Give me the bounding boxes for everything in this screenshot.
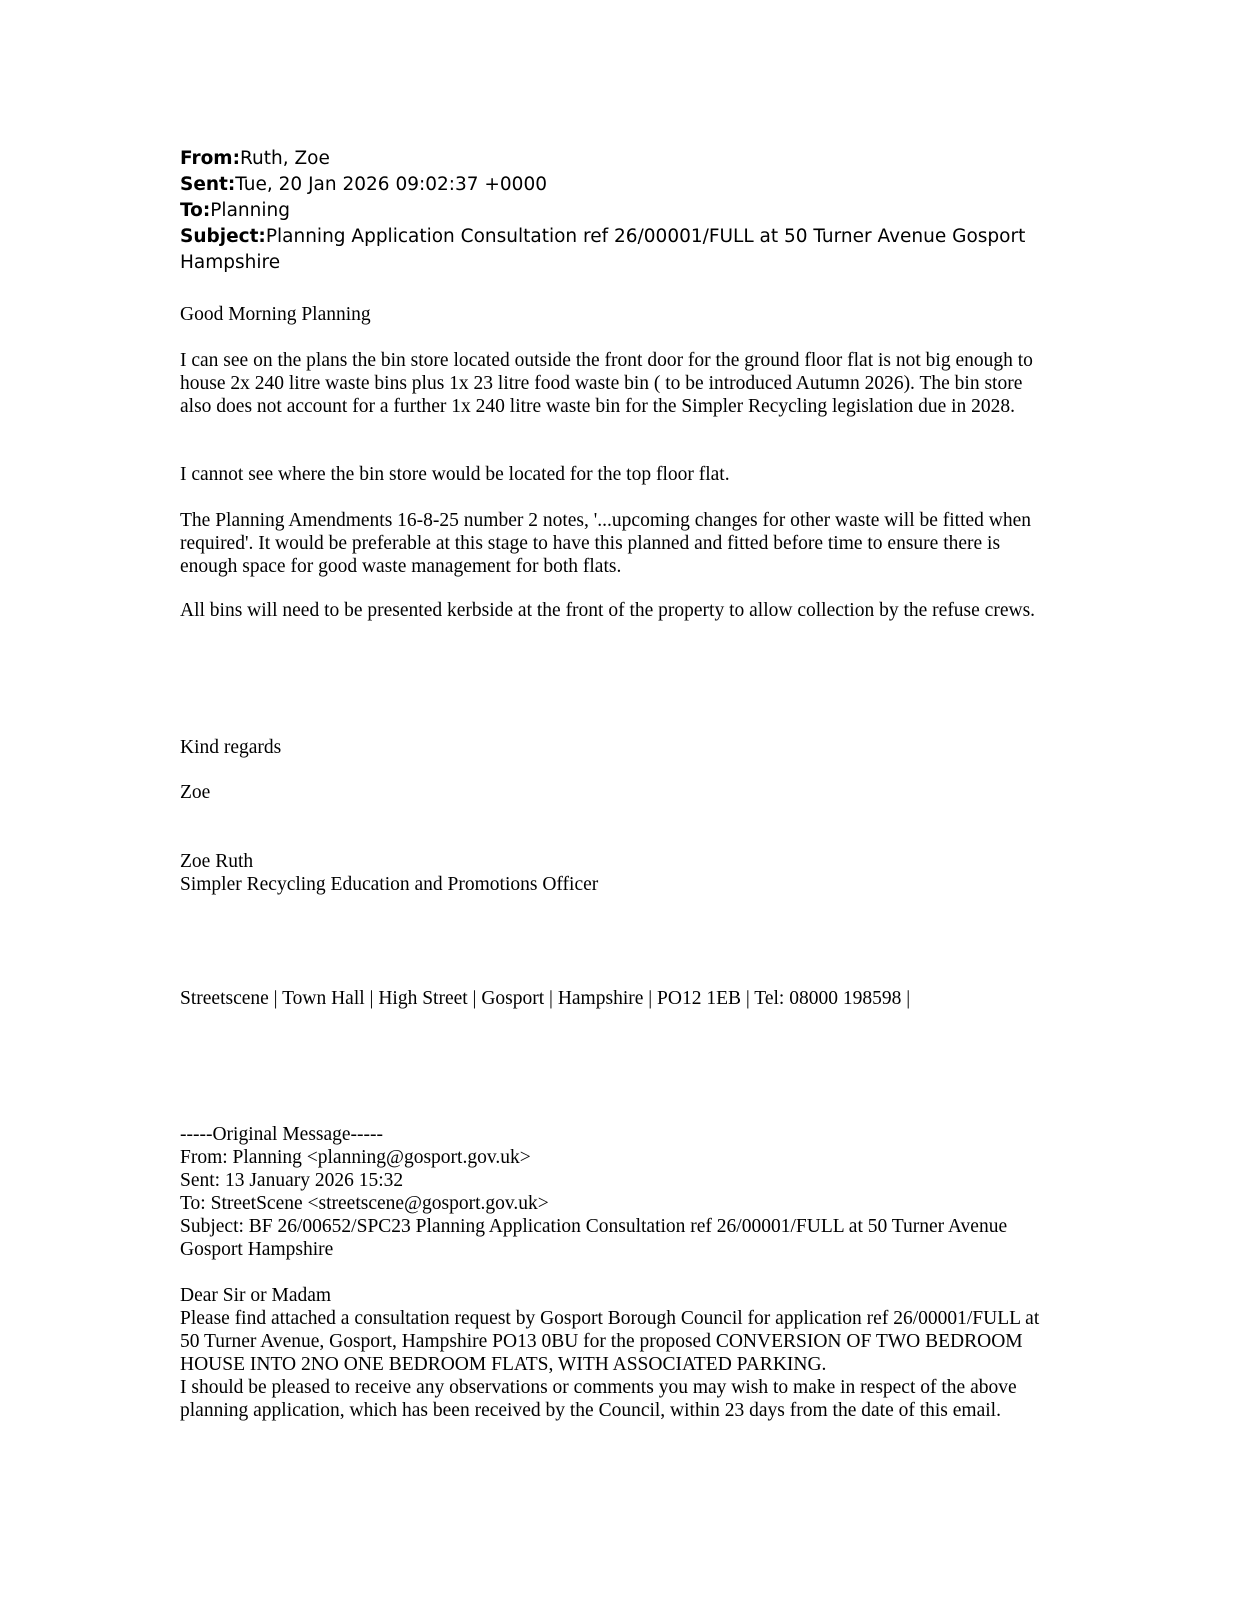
- original-greeting: Dear Sir or Madam: [180, 1285, 332, 1306]
- from-line: [180, 146, 1060, 172]
- from-label: From:: [180, 148, 240, 169]
- body-paragraph: I cannot see where the bin store would be located for the top floor flat.: [180, 464, 730, 485]
- original-from: From: Planning <planning@gosport.gov.uk>: [180, 1147, 531, 1168]
- from-value: Ruth, Zoe: [239, 148, 330, 169]
- signature-name: Zoe Ruth: [180, 851, 254, 872]
- subject-label: Subject:: [180, 226, 266, 247]
- email-header: [180, 146, 1060, 276]
- original-paragraph: Please find attached a consultation request by Gosport Borough Council for application ref 26/00001/FULL at 50 Turner Avenue, Gosport, Hampshire PO13 0BU for the proposed CONVERSION OF TWO BEDROOM HOUSE INTO 2NO ONE BEDROOM FLATS, WITH ASSOCIATED PARKING.: [180, 1308, 1040, 1375]
- sign-first-name: Zoe: [180, 782, 211, 803]
- sent-line: [180, 172, 1060, 198]
- body-paragraph: I can see on the plans the bin store located outside the front door for the ground floor flat is not big enough to house 2x 240 litre waste bins plus 1x 23 litre food waste bin ( to be introduced Autumn 2026). The bin store also does not account for a further 1x 240 litre waste bin for the Simpler Recycling legislation due in 2028.: [180, 350, 1033, 417]
- original-divider: -----Original Message-----: [180, 1124, 384, 1145]
- original-paragraph: I should be pleased to receive any observations or comments you may wish to make in respect of the above planning application, which has been received by the Council, within 23 days from the date of this email.: [180, 1377, 1017, 1421]
- greeting: Good Morning Planning: [180, 304, 371, 325]
- body-paragraph: All bins will need to be presented kerbside at the front of the property to allow collection by the refuse crews.: [180, 600, 1036, 621]
- to-label: To:: [180, 200, 211, 221]
- original-to: To: StreetScene <streetscene@gosport.gov.uk>: [180, 1193, 549, 1214]
- subject-line: [180, 224, 1060, 276]
- to-value: Planning: [210, 200, 290, 221]
- closing: Kind regards: [180, 737, 282, 758]
- body-paragraph: The Planning Amendments 16-8-25 number 2 notes, '...upcoming changes for other waste will be fitted when required'. It would be preferable at this stage to have this planned and fitted before time to ensure there is enough space for good waste management for both flats.: [180, 510, 1032, 577]
- subject-value: Planning Application Consultation ref 26/00001/FULL at 50 Turner Avenue Gosport Hampshire: [180, 226, 1026, 273]
- original-subject: Subject: BF 26/00652/SPC23 Planning Application Consultation ref 26/00001/FULL at 50 Turner Avenue Gosport Hampshire: [180, 1216, 1008, 1260]
- signature-address: Streetscene | Town Hall | High Street | Gosport | Hampshire | PO12 1EB | Tel: 08000 198598 |: [180, 988, 911, 1009]
- spacer: [180, 1261, 1050, 1284]
- sent-value: Tue, 20 Jan 2026 09:02:37 +0000: [235, 174, 547, 195]
- signature-title: Simpler Recycling Education and Promotions Officer: [180, 874, 599, 895]
- original-sent: Sent: 13 January 2026 15:32: [180, 1170, 404, 1191]
- sent-label: Sent:: [180, 174, 236, 195]
- to-line: [180, 198, 1060, 224]
- original-message: [180, 1123, 1050, 1422]
